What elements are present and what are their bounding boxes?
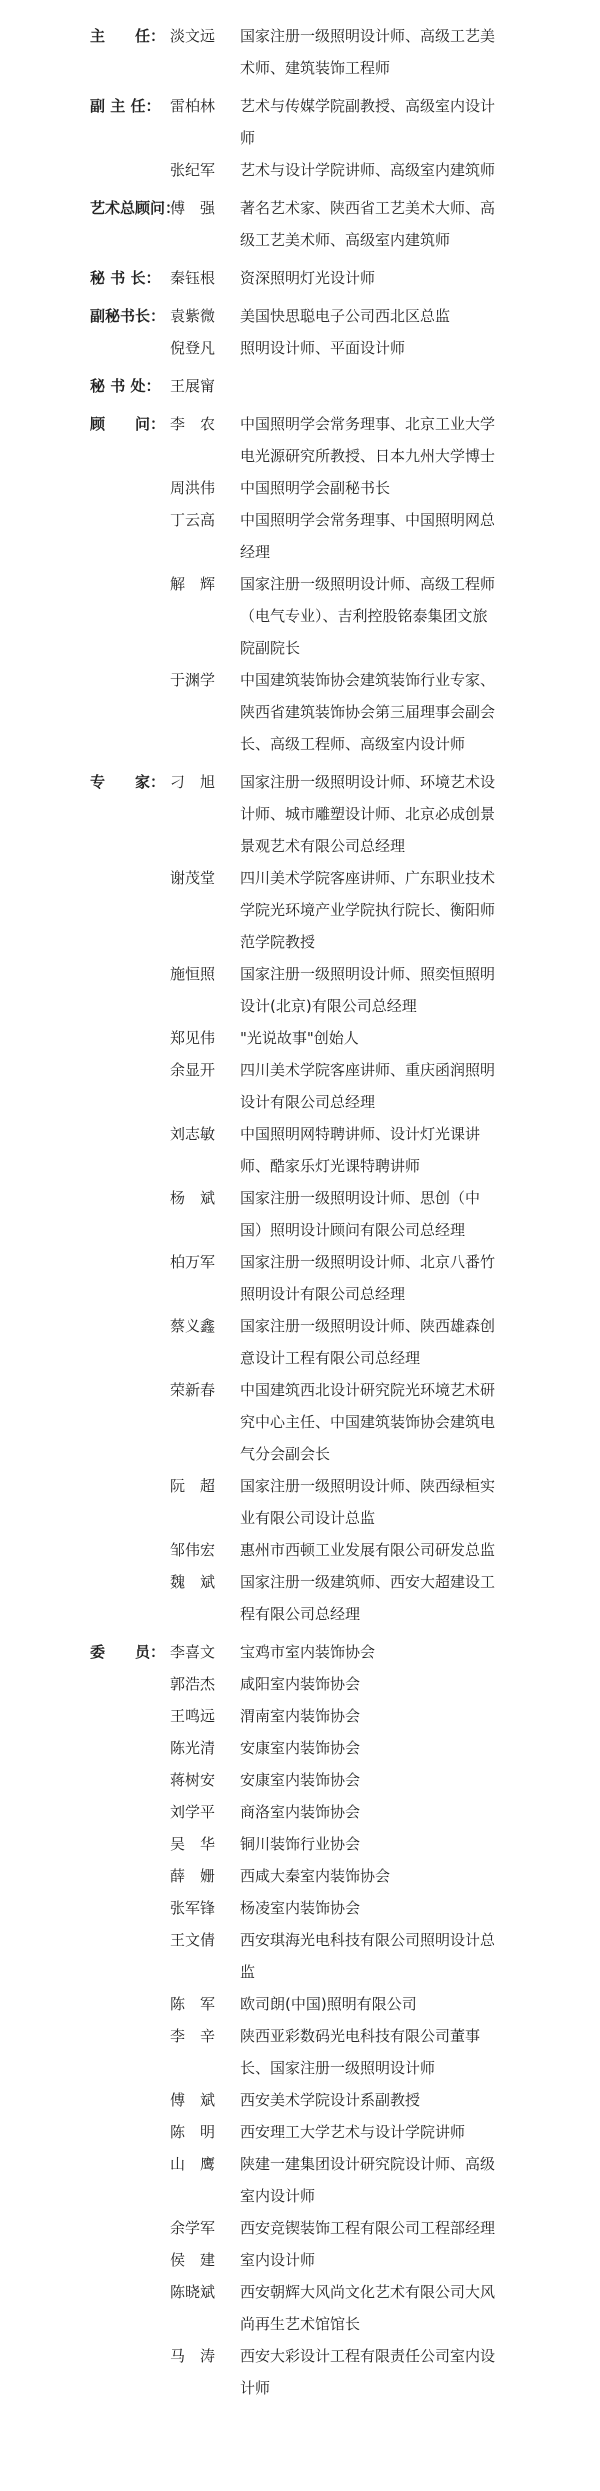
member-name: 阮 超 xyxy=(170,1477,216,1495)
member-row xyxy=(170,1700,600,1732)
role-label: 顾 问： xyxy=(90,415,166,433)
member-description: 安康室内装饰协会 xyxy=(240,1739,361,1757)
member-description: 西安琪海光电科技有限公司照明设计总监 xyxy=(240,1931,496,1981)
member-row xyxy=(170,664,600,760)
member-name: 马 涛 xyxy=(170,2347,216,2365)
member-description xyxy=(240,370,500,402)
member-row xyxy=(170,958,600,1022)
member-description: 国家注册一级照明设计师、高级工程师（电气专业）、吉利控股铭泰集团文旅院副院长 xyxy=(240,575,496,657)
member-row xyxy=(170,2148,600,2212)
role-group xyxy=(0,90,600,186)
member-description: 西咸大秦室内装饰协会 xyxy=(240,1867,391,1885)
member-name: 刘学平 xyxy=(170,1803,216,1821)
member-name: 郭浩杰 xyxy=(170,1675,216,1693)
member-name: 袁紫微 xyxy=(170,307,216,325)
member-description: 中国照明学会副秘书长 xyxy=(240,479,391,497)
member-name: 陈 军 xyxy=(170,1995,216,2013)
member-row xyxy=(170,1796,600,1828)
member-description: 中国建筑装饰协会建筑装饰行业专家、陕西省建筑装饰协会第三届理事会副会长、高级工程师、高级室内设计师 xyxy=(240,671,496,753)
member-description: 中国建筑西北设计研究院光环境艺术研究中心主任、中国建筑装饰协会建筑电气分会副会长 xyxy=(240,1381,496,1463)
member-row xyxy=(170,192,600,256)
member-row xyxy=(170,370,600,402)
member-name: 丁云高 xyxy=(170,511,216,529)
role-group xyxy=(0,192,600,256)
member-list xyxy=(170,90,600,186)
member-row xyxy=(170,2212,600,2244)
member-row xyxy=(170,1534,600,1566)
member-name: 王鸣远 xyxy=(170,1707,216,1725)
member-name: 王文倩 xyxy=(170,1931,216,1949)
member-description: 中国照明学会常务理事、北京工业大学电光源研究所教授、日本九州大学博士 xyxy=(240,415,496,465)
member-description: 杨凌室内装饰协会 xyxy=(240,1899,361,1917)
member-description: 西安竞锲装饰工程有限公司工程部经理 xyxy=(240,2219,496,2237)
member-description: 著名艺术家、陕西省工艺美术大师、高级工艺美术师、高级室内建筑师 xyxy=(240,199,496,249)
member-description: 国家注册一级照明设计师、高级工艺美术师、建筑装饰工程师 xyxy=(240,27,496,77)
member-row xyxy=(170,1182,600,1246)
member-name: 张纪军 xyxy=(170,161,216,179)
member-list xyxy=(170,408,600,760)
member-name: 荣新春 xyxy=(170,1381,216,1399)
member-description: "光说故事"创始人 xyxy=(240,1029,359,1047)
member-row xyxy=(170,1860,600,1892)
member-description: 西安大彩设计工程有限责任公司室内设计师 xyxy=(240,2347,496,2397)
member-description: 照明设计师、平面设计师 xyxy=(240,339,406,357)
member-description: 美国快思聪电子公司西北区总监 xyxy=(240,307,451,325)
member-name: 刁 旭 xyxy=(170,773,216,791)
role-label: 专 家： xyxy=(90,773,166,791)
role-group xyxy=(0,766,600,1630)
member-name: 王展甯 xyxy=(170,377,216,395)
member-name: 陈 明 xyxy=(170,2123,216,2141)
member-row xyxy=(170,766,600,862)
member-row xyxy=(170,1310,600,1374)
member-description: 中国照明学会常务理事、中国照明网总经理 xyxy=(240,511,496,561)
member-name: 张军锋 xyxy=(170,1899,216,1917)
member-name: 郑见伟 xyxy=(170,1029,216,1047)
member-name: 秦钰根 xyxy=(170,269,216,287)
member-description: 国家注册一级照明设计师、北京八番竹照明设计有限公司总经理 xyxy=(240,1253,496,1303)
member-name: 余显开 xyxy=(170,1061,216,1079)
member-row xyxy=(170,2116,600,2148)
member-description: 铜川装饰行业协会 xyxy=(240,1835,361,1853)
member-name: 山 鹰 xyxy=(170,2155,216,2173)
member-row xyxy=(170,1668,600,1700)
member-description: 西安理工大学艺术与设计学院讲师 xyxy=(240,2123,466,2141)
member-name: 傅 强 xyxy=(170,199,216,217)
member-name: 杨 斌 xyxy=(170,1189,216,1207)
member-row xyxy=(170,1118,600,1182)
member-row xyxy=(170,1022,600,1054)
member-name: 陈晓斌 xyxy=(170,2283,216,2301)
member-name: 于渊学 xyxy=(170,671,216,689)
member-name: 雷柏林 xyxy=(170,97,216,115)
member-name: 李 辛 xyxy=(170,2027,216,2045)
member-description: 惠州市西顿工业发展有限公司研发总监 xyxy=(240,1541,496,1559)
member-description: 艺术与设计学院讲师、高级室内建筑师 xyxy=(240,161,496,179)
member-description: 西安朝辉大风尚文化艺术有限公司大风尚再生艺术馆馆长 xyxy=(240,2283,496,2333)
member-name: 魏 斌 xyxy=(170,1573,216,1591)
member-description: 欧司朗(中国)照明有限公司 xyxy=(240,1995,417,2013)
member-row xyxy=(170,1764,600,1796)
member-list xyxy=(170,20,600,84)
member-name: 蒋树安 xyxy=(170,1771,216,1789)
member-row xyxy=(170,472,600,504)
member-description: 渭南室内装饰协会 xyxy=(240,1707,361,1725)
member-list xyxy=(170,370,600,402)
member-row xyxy=(170,20,600,84)
member-name: 周洪伟 xyxy=(170,479,216,497)
member-description: 西安美术学院设计系副教授 xyxy=(240,2091,421,2109)
member-row xyxy=(170,2084,600,2116)
member-name: 解 辉 xyxy=(170,575,216,593)
member-name: 陈光清 xyxy=(170,1739,216,1757)
member-description: 陕建一建集团设计研究院设计师、高级室内设计师 xyxy=(240,2155,496,2205)
member-row xyxy=(170,2020,600,2084)
member-row xyxy=(170,262,600,294)
role-label: 艺术总顾问： xyxy=(90,199,181,217)
member-description: 国家注册一级照明设计师、环境艺术设计师、城市雕塑设计师、北京必成创景景观艺术有限公司总经理 xyxy=(240,773,496,855)
member-name: 倪登凡 xyxy=(170,339,216,357)
member-row xyxy=(170,2340,600,2404)
member-list xyxy=(170,300,600,364)
member-row xyxy=(170,1246,600,1310)
member-description: 国家注册一级照明设计师、陕西绿桓实业有限公司设计总监 xyxy=(240,1477,496,1527)
member-list xyxy=(170,766,600,1630)
member-name: 刘志敏 xyxy=(170,1125,216,1143)
member-name: 傅 斌 xyxy=(170,2091,216,2109)
member-description: 四川美术学院客座讲师、广东职业技术学院光环境产业学院执行院长、衡阳师范学院教授 xyxy=(240,869,496,951)
member-row xyxy=(170,2276,600,2340)
member-description: 陕西亚彩数码光电科技有限公司董事长、国家注册一级照明设计师 xyxy=(240,2027,481,2077)
member-list xyxy=(170,262,600,294)
member-row xyxy=(170,1636,600,1668)
member-name: 邹伟宏 xyxy=(170,1541,216,1559)
member-row xyxy=(170,1924,600,1988)
role-label: 副秘书长： xyxy=(90,307,166,325)
member-row xyxy=(170,300,600,332)
member-description: 安康室内装饰协会 xyxy=(240,1771,361,1789)
role-group xyxy=(0,408,600,760)
member-row xyxy=(170,1054,600,1118)
member-name: 余学军 xyxy=(170,2219,216,2237)
member-name: 蔡义鑫 xyxy=(170,1317,216,1335)
role-label: 秘 书 处： xyxy=(90,377,161,395)
role-label: 副 主 任： xyxy=(90,97,161,115)
member-row xyxy=(170,1892,600,1924)
member-name: 谢茂堂 xyxy=(170,869,216,887)
member-name: 侯 建 xyxy=(170,2251,216,2269)
role-group xyxy=(0,300,600,364)
member-description: 艺术与传媒学院副教授、高级室内设计师 xyxy=(240,97,496,147)
role-group xyxy=(0,262,600,294)
member-row xyxy=(170,862,600,958)
member-name: 施恒照 xyxy=(170,965,216,983)
member-description: 宝鸡市室内装饰协会 xyxy=(240,1643,376,1661)
member-row xyxy=(170,408,600,472)
member-row xyxy=(170,2244,600,2276)
member-name: 李喜文 xyxy=(170,1643,216,1661)
member-row xyxy=(170,568,600,664)
member-list xyxy=(170,192,600,256)
member-name: 淡文远 xyxy=(170,27,216,45)
member-description: 国家注册一级照明设计师、思创（中国）照明设计顾问有限公司总经理 xyxy=(240,1189,481,1239)
member-description: 四川美术学院客座讲师、重庆函润照明设计有限公司总经理 xyxy=(240,1061,496,1111)
member-description: 商洛室内装饰协会 xyxy=(240,1803,361,1821)
member-name: 薛 姗 xyxy=(170,1867,216,1885)
member-row xyxy=(170,1988,600,2020)
member-row xyxy=(170,90,600,154)
member-name: 柏万军 xyxy=(170,1253,216,1271)
member-row xyxy=(170,332,600,364)
member-row xyxy=(170,504,600,568)
member-row xyxy=(170,1470,600,1534)
member-description: 国家注册一级照明设计师、照奕恒照明设计(北京)有限公司总经理 xyxy=(240,965,496,1015)
role-group xyxy=(0,20,600,84)
member-description: 资深照明灯光设计师 xyxy=(240,269,376,287)
role-label: 主 任： xyxy=(90,27,166,45)
member-description: 室内设计师 xyxy=(240,2251,316,2269)
member-description: 国家注册一级建筑师、西安大超建设工程有限公司总经理 xyxy=(240,1573,496,1623)
member-name: 李 农 xyxy=(170,415,216,433)
member-row xyxy=(170,154,600,186)
member-description: 咸阳室内装饰协会 xyxy=(240,1675,361,1693)
role-label: 委 员： xyxy=(90,1643,166,1661)
member-row xyxy=(170,1732,600,1764)
role-group xyxy=(0,370,600,402)
member-description: 中国照明网特聘讲师、设计灯光课讲师、酷家乐灯光课特聘讲师 xyxy=(240,1125,481,1175)
member-row xyxy=(170,1374,600,1470)
member-description: 国家注册一级照明设计师、陕西雄森创意设计工程有限公司总经理 xyxy=(240,1317,496,1367)
role-group xyxy=(0,1636,600,2404)
member-list xyxy=(170,1636,600,2404)
member-name: 吴 华 xyxy=(170,1835,216,1853)
member-row xyxy=(170,1566,600,1630)
member-row xyxy=(170,1828,600,1860)
role-label: 秘 书 长： xyxy=(90,269,161,287)
